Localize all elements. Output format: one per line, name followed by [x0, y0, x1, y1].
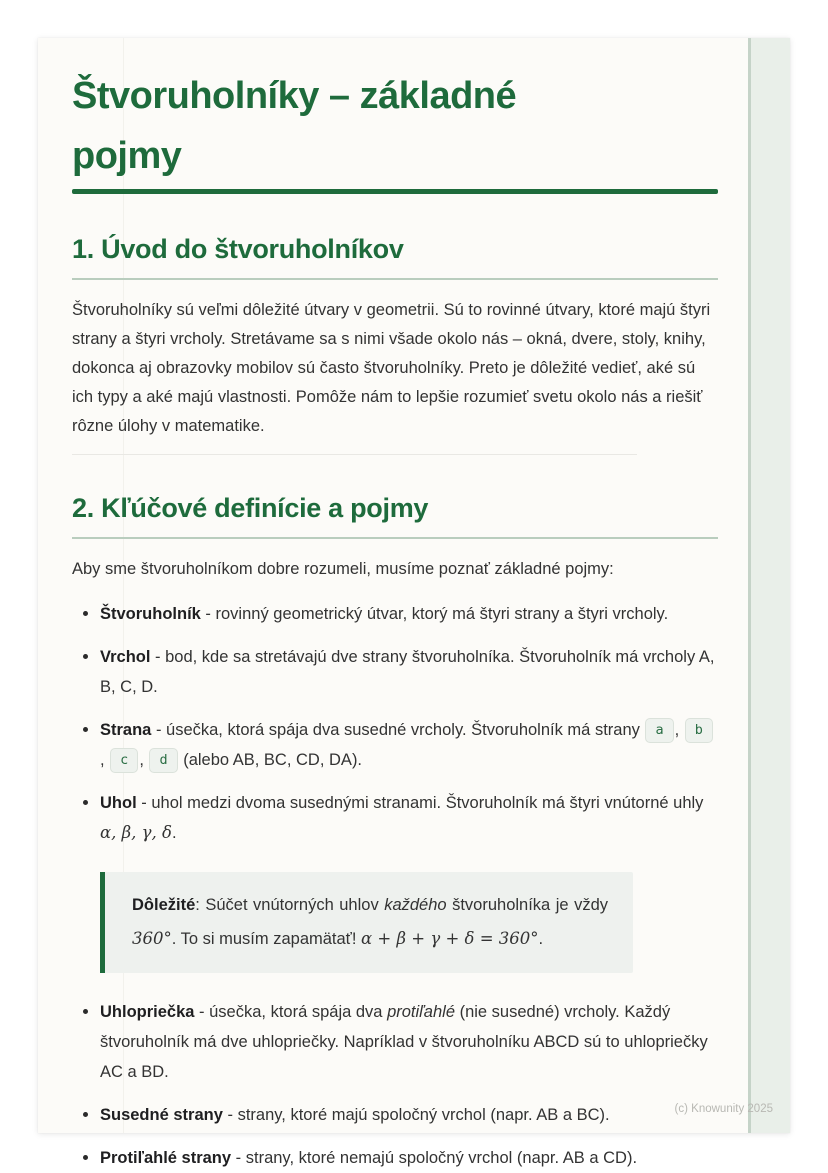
section-1-heading: 1. Úvod do štvoruholníkov: [72, 232, 718, 280]
page-title-line2: pojmy: [72, 135, 182, 177]
callout-separator: :: [195, 896, 206, 914]
section-divider: [72, 454, 637, 455]
term-definition: bod, kde sa stretávajú dve strany štvoruholníka. Štvoruholník má vrcholy A, B, C, D.: [100, 648, 715, 696]
chip-separator: ,: [100, 751, 110, 769]
term-definition: rovinný geometrický útvar, ktorý má štyri strany a štyri vrcholy.: [215, 605, 669, 623]
side-a-code-chip: a: [645, 718, 673, 743]
list-item-susedne-strany: [100, 1100, 718, 1130]
angles-math-expression: α, β, γ, δ: [100, 823, 172, 842]
side-c-code-chip: c: [110, 748, 138, 773]
term-definition-tail: (alebo AB, BC, CD, DA).: [178, 751, 363, 769]
sentence-end: .: [171, 824, 177, 842]
document-page: [38, 38, 790, 1167]
section-2-lead: Aby sme štvoruholníkom dobre rozumeli, musíme poznať základné pojmy:: [72, 560, 614, 578]
list-item-vrchol: [100, 642, 718, 702]
degrees-math: 360°: [132, 929, 172, 948]
callout-label: Dôležité: [132, 896, 196, 914]
definitions-list: [72, 599, 718, 848]
list-item-protilahle-strany: [100, 1143, 718, 1173]
section-1-paragraph: Štvoruholníky sú veľmi dôležité útvary v geometrii. Sú to rovinné útvary, ktoré majú štyri strany a štyri vrcholy. Stretávame sa s nimi všade okolo nás – okná, dvere, stoly, knihy, dokonca aj obrazovky mobilov sú často štvoruholníky. Preto je dôležité vedieť, aké sú ich typy a aké majú vlastnosti. Pomôže nám to lepšie rozumieť svetu okolo nás a riešiť rôzne úlohy v matematike.: [72, 301, 711, 435]
term-separator: -: [150, 648, 166, 666]
callout-text: štvoruholníka je vždy: [446, 896, 608, 914]
callout-text: Súčet vnútorných uhlov: [205, 896, 385, 914]
chip-separator: ,: [139, 751, 149, 769]
list-item-uhlopriecka: [100, 997, 718, 1087]
definitions-list-continued: [72, 997, 718, 1173]
list-item-stvoruholnik: [100, 599, 718, 629]
term-label: Protiľahlé strany: [100, 1149, 232, 1167]
sentence-end: .: [538, 930, 544, 948]
term-label: Štvoruholník: [100, 605, 201, 623]
side-d-code-chip: d: [149, 748, 177, 773]
chip-separator: ,: [674, 721, 684, 739]
angle-sum-formula: α + β + γ + δ = 360°: [361, 929, 539, 948]
term-definition: strany, ktoré majú spoločný vrchol (napr. AB a BC).: [237, 1106, 610, 1124]
term-label: Uhlopriečka: [100, 1003, 195, 1021]
term-definition: úsečka, ktorá spája dva susedné vrcholy. Štvoruholník má strany: [166, 721, 645, 739]
term-separator: -: [194, 1003, 210, 1021]
term-separator: -: [231, 1149, 246, 1167]
term-definition: úsečka, ktorá spája dva: [209, 1003, 388, 1021]
term-label: Vrchol: [100, 648, 151, 666]
title-underline-rule: [72, 189, 718, 194]
term-separator: -: [151, 721, 167, 739]
page-title-line1: Štvoruholníky – základné: [72, 75, 517, 117]
term-definition-tail: (nie susedné) vrcholy. Každý štvoruholník má dve uhlopriečky. Napríklad v štvoruholníku ABCD sú to uhlopriečky AC a BD.: [100, 1003, 708, 1081]
important-callout: [100, 872, 633, 973]
term-label: Uhol: [100, 794, 137, 812]
document-content: [38, 38, 790, 1173]
term-label: Strana: [100, 721, 152, 739]
term-separator: -: [222, 1106, 238, 1124]
term-emphasis: protiľahlé: [387, 1003, 455, 1021]
callout-emphasis: každého: [384, 896, 447, 914]
copyright-footer: (c) Knowunity 2025: [674, 1103, 773, 1115]
list-item-strana: [100, 715, 718, 775]
callout-text: . To si musím zapamätať!: [171, 930, 362, 948]
term-separator: -: [200, 605, 216, 623]
page-title: [72, 66, 718, 186]
term-separator: -: [136, 794, 152, 812]
section-2-heading: 2. Kľúčové definície a pojmy: [72, 491, 718, 539]
side-b-code-chip: b: [685, 718, 713, 743]
list-item-uhol: [100, 788, 718, 848]
term-definition: strany, ktoré nemajú spoločný vrchol (napr. AB a CD).: [245, 1149, 638, 1167]
term-definition: uhol medzi dvoma susednými stranami. Štvoruholník má štyri vnútorné uhly: [151, 794, 704, 812]
term-label: Susedné strany: [100, 1106, 223, 1124]
